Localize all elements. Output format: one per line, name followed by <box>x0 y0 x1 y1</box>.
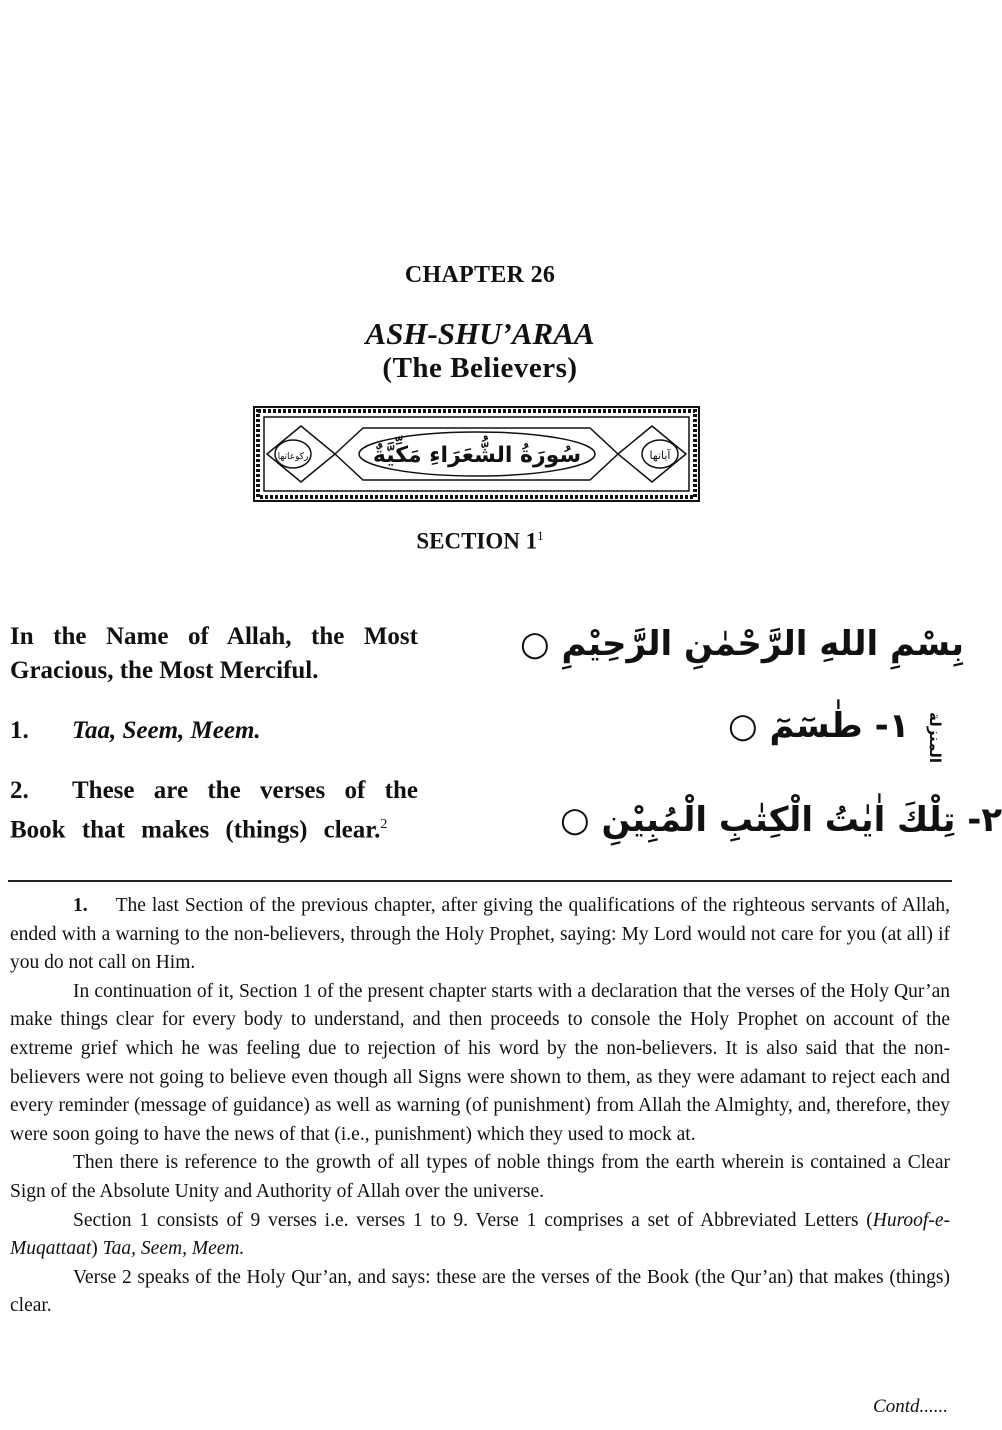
section-footnote-ref: 1 <box>537 528 544 543</box>
footnote-number: 1. <box>73 895 88 916</box>
commentary-paragraph <box>10 892 950 978</box>
surah-subtitle: (The Believers) <box>382 352 578 384</box>
commentary-text: ) <box>91 1238 103 1260</box>
surah-name: ASH-SHU’ARAA <box>365 316 595 351</box>
verse-2-footnote-ref: 2 <box>380 817 388 832</box>
surah-banner <box>253 406 700 502</box>
basmala-translation: In the Name of Allah, the Most Gracious, the Most Merciful. <box>10 623 418 684</box>
commentary-text: Section 1 consists of 9 verses i.e. verses 1 to 9. Verse 1 comprises a set of Abbreviated Letters ( <box>73 1209 873 1231</box>
verse-1-translation <box>10 714 418 748</box>
commentary-text: The last Section of the previous chapter, after giving the qualifications of the righteous servants of Allah, ended with a warning to the non-believers, through the Holy Prophet, saying: My Lord would not care for you (at all) if you do not call on Him. <box>10 895 950 974</box>
chapter-heading: CHAPTER 26 <box>404 262 556 288</box>
commentary-paragraph: Verse 2 speaks of the Holy Qur’an, and says: these are the verses of the Book (the Qur’an) that makes (things) clear. <box>10 1266 950 1317</box>
verse-2-number: 2. <box>10 777 29 804</box>
banner-title: سُورَةُ الشُّعَرَاءِ مَكِّيَّةٌ <box>372 443 582 468</box>
commentary-paragraph: Then there is reference to the growth of all types of noble things from the earth wherein is contained a Clear Sign of the Absolute Unity and Authority of Allah over the universe. <box>10 1152 950 1202</box>
commentary <box>10 892 950 1321</box>
continued-marker: Contd...... <box>873 1396 948 1417</box>
footnote-divider <box>8 880 952 882</box>
verse-2-arabic: ٢- تِلْكَ اٰيٰتُ الْكِتٰبِ الْمُبِيْنِ ○ <box>560 800 1002 840</box>
section-label: SECTION 1 <box>416 528 538 554</box>
abbreviated-letters-term: Huroof-e-Muqattaat <box>10 1209 950 1260</box>
manzil-side-note: المنزلة <box>926 712 944 764</box>
verse-2-text: These are the verses of the Book that makes (things) clear. <box>10 777 418 844</box>
commentary-paragraph <box>10 1207 950 1264</box>
banner-right-label: ركوعاتها <box>277 452 309 462</box>
verse-1-text: Taa, Seem, Meem. <box>72 717 261 744</box>
section-heading <box>0 528 960 555</box>
verse-1-arabic: ١- طٰسٓمٓ ○ <box>728 706 910 746</box>
basmala-arabic: بِسْمِ اللهِ الرَّحْمٰنِ الرَّحِيْمِ ○ <box>520 624 965 664</box>
abbreviated-letters: Taa, Seem, Meem. <box>102 1238 245 1260</box>
commentary-paragraph: In continuation of it, Section 1 of the present chapter starts with a declaration that the verses of the Holy Qur’an make things clear for every body to understand, and then proceeds to console the Holy Prophet on account of the extreme grief which he was feeling due to rejection of his word by the non-believers. It is also said that the non-believers were not going to believe even though all Signs were shown to them, as they were adamant to reject each and every reminder (message of guidance) as well as warning (of punishment) from Allah the Almighty, and, therefore, they were soon going to have the news of that (i.e., punishment) which they used to mock at. <box>10 980 950 1145</box>
banner-left-label: آياتها <box>649 449 671 462</box>
verse-2-translation <box>10 774 418 847</box>
verse-1-number: 1. <box>10 717 29 744</box>
